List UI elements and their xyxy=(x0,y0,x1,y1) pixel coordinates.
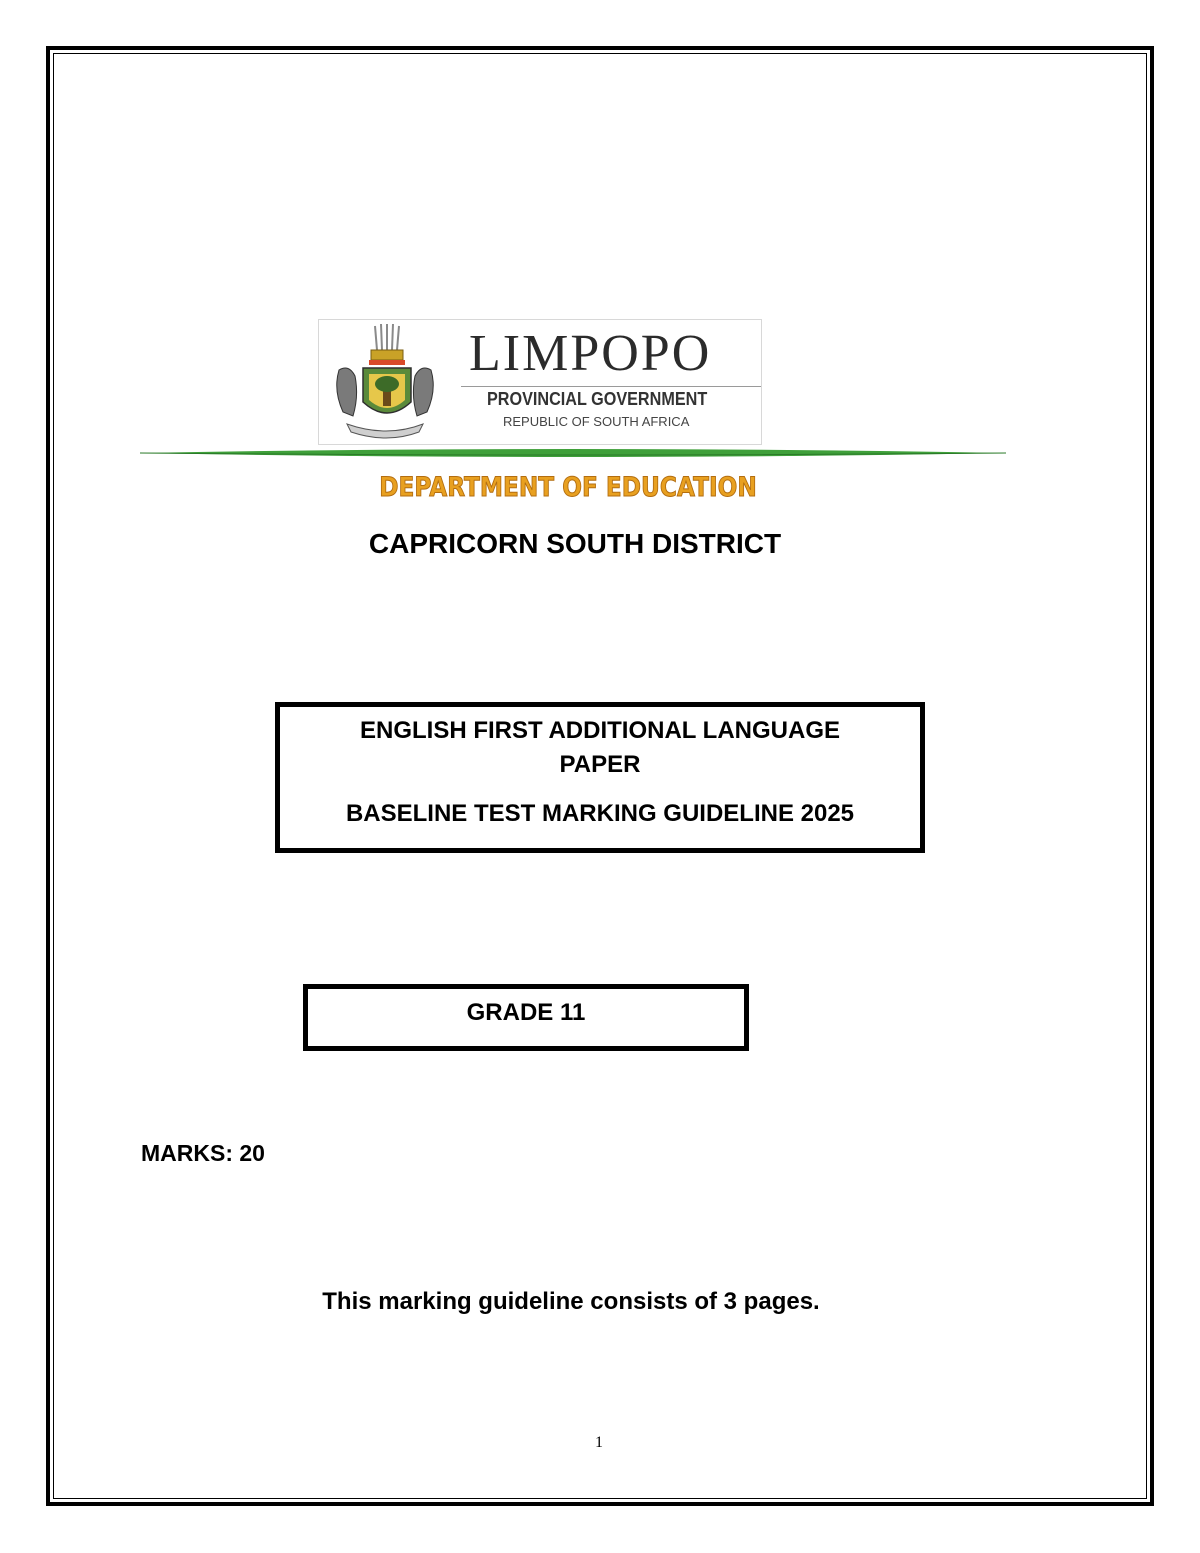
logo-subtitle: PROVINCIAL GOVERNMENT xyxy=(487,389,708,409)
subject-title: ENGLISH FIRST ADDITIONAL LANGUAGE xyxy=(360,717,840,744)
limpopo-logo xyxy=(318,319,762,445)
coat-of-arms-icon xyxy=(325,320,445,444)
grade-box xyxy=(303,984,749,1051)
district-heading: CAPRICORN SOUTH DISTRICT xyxy=(368,528,782,559)
pages-note: This marking guideline consists of 3 pages. xyxy=(322,1288,820,1315)
grade-label: GRADE 11 xyxy=(466,999,586,1026)
department-heading: DEPARTMENT OF EDUCATION xyxy=(379,472,757,503)
page-number: 1 xyxy=(595,1434,603,1451)
paper-label: PAPER xyxy=(559,751,641,778)
logo-title: LIMPOPO xyxy=(469,325,712,382)
marks-label: MARKS: 20 xyxy=(141,1140,265,1166)
green-divider-line xyxy=(140,447,1006,463)
logo-subtitle-2: REPUBLIC OF SOUTH AFRICA xyxy=(503,414,690,429)
logo-divider xyxy=(461,386,761,387)
subject-title-box xyxy=(275,702,925,853)
guideline-title: BASELINE TEST MARKING GUIDELINE 2025 xyxy=(345,800,855,827)
